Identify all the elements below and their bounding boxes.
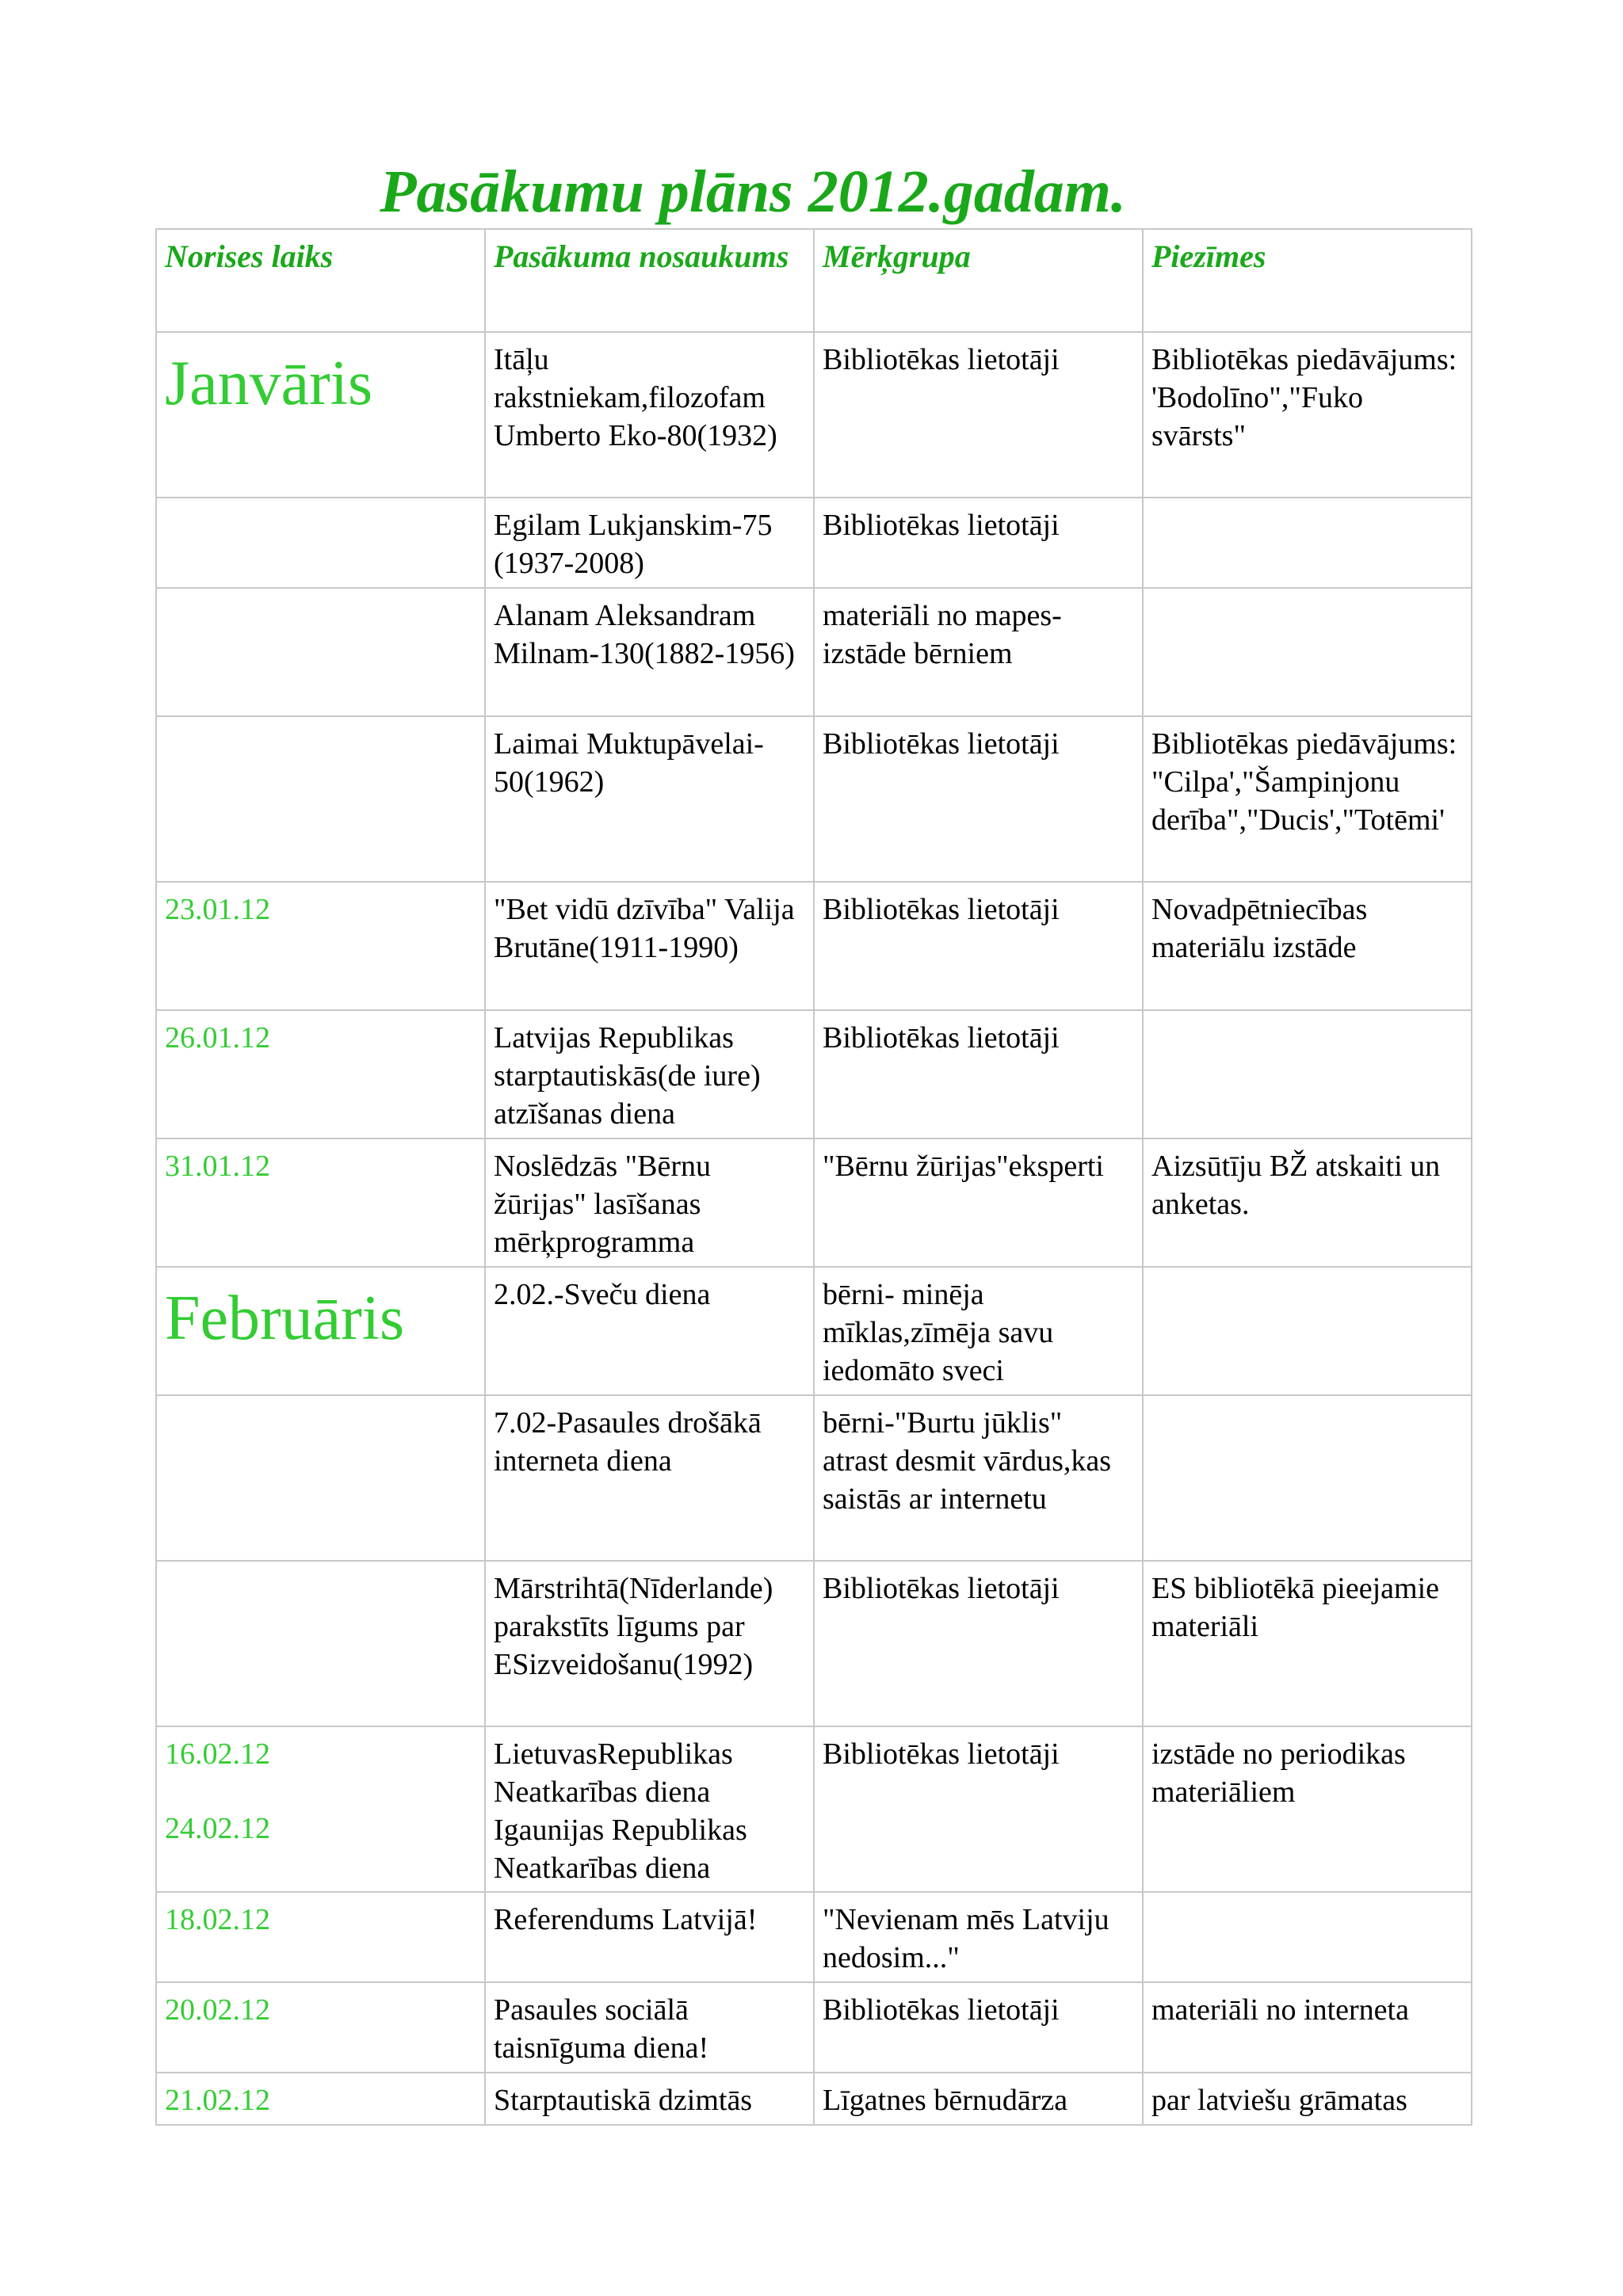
notes-cell: par latviešu grāmatas xyxy=(1143,2073,1472,2125)
date-cell xyxy=(156,588,485,716)
date-cell: 20.02.12 xyxy=(156,1982,485,2073)
notes-cell xyxy=(1143,1892,1472,1982)
table-row xyxy=(156,1267,1472,1395)
event-name-cell: Mārstrihtā(Nīderlande) parakstīts līgums par ESizveidošanu(1992) xyxy=(485,1561,814,1726)
event-name-cell: "Bet vidū dzīvība" Valija Brutāne(1911-1990) xyxy=(485,882,814,1010)
date-cell: 23.01.12 xyxy=(156,882,485,1010)
table-row xyxy=(156,1561,1472,1726)
header-event-name: Pasākuma nosaukums xyxy=(485,229,814,332)
event-name-cell: LietuvasRepublikas Neatkarības diena Igaunijas Republikas Neatkarības diena xyxy=(485,1726,814,1892)
target-group-cell: Bibliotēkas lietotāji xyxy=(814,1010,1143,1138)
target-group-cell: "Bērnu žūrijas"eksperti xyxy=(814,1138,1143,1267)
month-label: Februāris xyxy=(165,1283,405,1353)
date-cell: 18.02.12 xyxy=(156,1892,485,1982)
table-row xyxy=(156,1138,1472,1267)
event-name-cell: Latvijas Republikas starptautiskās(de iure) atzīšanas diena xyxy=(485,1010,814,1138)
notes-cell xyxy=(1143,1010,1472,1138)
date-cell: 26.01.12 xyxy=(156,1010,485,1138)
notes-cell xyxy=(1143,1267,1472,1395)
date-cell xyxy=(156,1267,485,1395)
date-cell: 21.02.12 xyxy=(156,2073,485,2125)
event-name-cell: 2.02.-Sveču diena xyxy=(485,1267,814,1395)
event-name-cell: Egilam Lukjanskim-75 (1937-2008) xyxy=(485,498,814,588)
date-cell xyxy=(156,1561,485,1726)
notes-cell: Aizsūtīju BŽ atskaiti un anketas. xyxy=(1143,1138,1472,1267)
date-cell xyxy=(156,332,485,498)
notes-cell: Bibliotēkas piedāvājums: "Cilpa',"Šampinjonu derība","Ducis',"Totēmi' xyxy=(1143,716,1472,882)
target-group-cell: Bibliotēkas lietotāji xyxy=(814,1726,1143,1892)
event-name-cell: Starptautiskā dzimtās xyxy=(485,2073,814,2125)
date-cell xyxy=(156,716,485,882)
table-row xyxy=(156,1726,1472,1892)
notes-cell: Novadpētniecības materiālu izstāde xyxy=(1143,882,1472,1010)
target-group-cell: bērni- minēja mīklas,zīmēja savu iedomāto sveci xyxy=(814,1267,1143,1395)
table-row xyxy=(156,588,1472,716)
target-group-cell: Bibliotēkas lietotāji xyxy=(814,498,1143,588)
table-row xyxy=(156,2073,1472,2125)
event-name-cell: Laimai Muktupāvelai-50(1962) xyxy=(485,716,814,882)
target-group-cell: "Nevienam mēs Latviju nedosim..." xyxy=(814,1892,1143,1982)
date-cell: 31.01.12 xyxy=(156,1138,485,1267)
target-group-cell: Bibliotēkas lietotāji xyxy=(814,1561,1143,1726)
event-name-cell: Pasaules sociālā taisnīguma diena! xyxy=(485,1982,814,2073)
table-header-row xyxy=(156,229,1472,332)
page-title: Pasākumu plāns 2012.gadam. xyxy=(380,158,1126,225)
table-row xyxy=(156,1010,1472,1138)
target-group-cell: Bibliotēkas lietotāji xyxy=(814,332,1143,498)
date-cell xyxy=(156,498,485,588)
event-name-cell: Itāļu rakstniekam,filozofam Umberto Eko-80(1932) xyxy=(485,332,814,498)
month-label: Janvāris xyxy=(165,349,373,418)
event-name-cell: 7.02-Pasaules drošākā interneta diena xyxy=(485,1395,814,1561)
table-row xyxy=(156,1395,1472,1561)
table-row xyxy=(156,882,1472,1010)
date-label: 16.02.12 xyxy=(165,1737,270,1771)
notes-cell xyxy=(1143,1395,1472,1561)
target-group-cell: materiāli no mapes- izstāde bērniem xyxy=(814,588,1143,716)
header-target-group: Mērķgrupa xyxy=(814,229,1143,332)
header-notes: Piezīmes xyxy=(1143,229,1472,332)
table-row xyxy=(156,1982,1472,2073)
notes-cell: ES bibliotēkā pieejamie materiāli xyxy=(1143,1561,1472,1726)
notes-cell xyxy=(1143,588,1472,716)
table-row xyxy=(156,1892,1472,1982)
notes-cell: izstāde no periodikas materiāliem xyxy=(1143,1726,1472,1892)
table-row xyxy=(156,332,1472,498)
event-name-cell: Noslēdzās "Bērnu žūrijas" lasīšanas mērķprogramma xyxy=(485,1138,814,1267)
target-group-cell: Līgatnes bērnudārza xyxy=(814,2073,1143,2125)
header-time: Norises laiks xyxy=(156,229,485,332)
events-table xyxy=(155,228,1472,2126)
notes-cell xyxy=(1143,498,1472,588)
notes-cell: materiāli no interneta xyxy=(1143,1982,1472,2073)
date-cell xyxy=(156,1726,485,1892)
table-row xyxy=(156,716,1472,882)
target-group-cell: bērni-"Burtu jūklis" atrast desmit vārdus,kas saistās ar internetu xyxy=(814,1395,1143,1561)
event-name-cell: Referendums Latvijā! xyxy=(485,1892,814,1982)
date-cell xyxy=(156,1395,485,1561)
table-row xyxy=(156,498,1472,588)
target-group-cell: Bibliotēkas lietotāji xyxy=(814,1982,1143,2073)
target-group-cell: Bibliotēkas lietotāji xyxy=(814,882,1143,1010)
notes-cell: Bibliotēkas piedāvājums: 'Bodolīno","Fuko svārsts" xyxy=(1143,332,1472,498)
target-group-cell: Bibliotēkas lietotāji xyxy=(814,716,1143,882)
event-name-cell: Alanam Aleksandram Milnam-130(1882-1956) xyxy=(485,588,814,716)
date-label: 24.02.12 xyxy=(165,1812,270,1845)
